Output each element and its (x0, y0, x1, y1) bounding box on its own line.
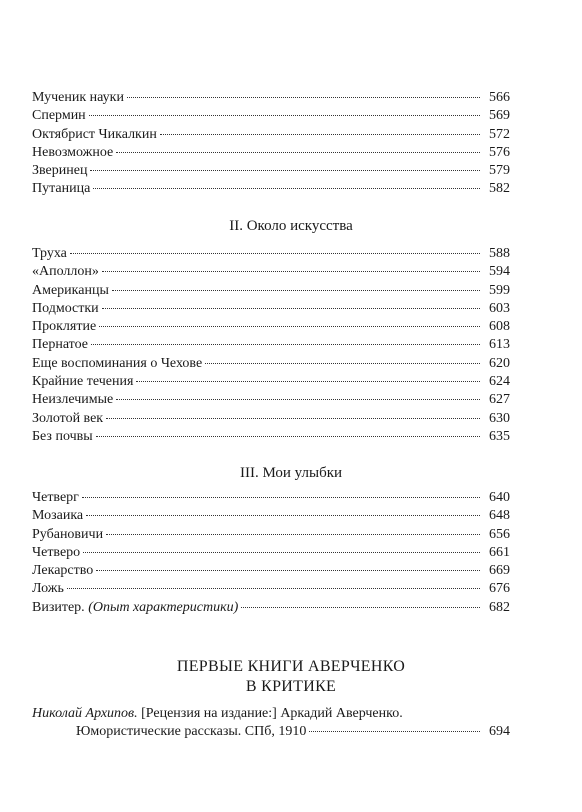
toc-entry (32, 373, 510, 391)
toc-entry-title-text: Ложь (32, 581, 64, 597)
toc-entry (32, 336, 510, 354)
critic-entry-line2 (32, 723, 510, 741)
toc-entry-title-text: Подмостки (32, 300, 99, 316)
toc-entry-page-number: 627 (489, 392, 510, 408)
dot-leader (116, 399, 480, 400)
dot-leader (102, 308, 480, 309)
critic-author: Николай Архипов. (32, 706, 138, 721)
toc-entry-title (32, 580, 64, 598)
toc-entry-title-text: Путаница (32, 181, 91, 197)
dot-leader (106, 418, 480, 419)
dot-leader (99, 326, 480, 327)
toc-entry-page-number: 648 (489, 508, 510, 524)
toc-entry-title-text: Проклятие (32, 319, 97, 335)
toc-entry-page-number: 579 (489, 163, 510, 179)
toc-entry-title (32, 355, 202, 373)
toc-entry-title-text: Еще воспоминания о Чехове (32, 355, 203, 371)
toc-entry-title (32, 599, 238, 617)
toc-entry-title (32, 180, 90, 198)
toc-entry-page-number: 620 (489, 355, 510, 371)
toc-entry-title (32, 562, 93, 580)
toc-entry (32, 263, 510, 281)
critic-entry-line1 (32, 705, 510, 723)
toc-entry-page-number: 682 (489, 599, 510, 615)
toc-entry-title (32, 263, 99, 281)
toc-entry-title-text: Крайние течения (32, 374, 134, 390)
dot-leader (82, 497, 480, 498)
toc-entry-page-number: 608 (489, 319, 510, 335)
dot-leader (102, 271, 480, 272)
toc-entry (32, 507, 510, 525)
toc-entry (32, 162, 510, 180)
toc-entry-page-number: 676 (489, 581, 510, 597)
toc-entry-page-number: 669 (489, 563, 510, 579)
toc-entry-title-text: Спермин (32, 108, 86, 124)
toc-entry (32, 355, 510, 373)
dot-leader (106, 534, 480, 535)
toc-entry (32, 562, 510, 580)
toc-entry-title-text: Октябрист Чикалкин (32, 126, 157, 142)
dot-leader (89, 115, 480, 116)
section-3-title: III. Мои улыбки (239, 465, 343, 481)
toc-entry (32, 580, 510, 598)
dot-leader (96, 436, 480, 437)
toc-entry-title (32, 489, 79, 507)
toc-entry-title-text: Неизлечимые (32, 392, 114, 408)
dot-leader (67, 588, 480, 589)
toc-entry-page-number: 566 (489, 90, 510, 105)
toc-entry-page-number: 572 (489, 126, 510, 142)
dot-leader (309, 731, 480, 732)
toc-entry (32, 391, 510, 409)
critic-entry (32, 705, 510, 741)
toc-entry-title-text: Четверо (32, 544, 81, 560)
toc-entry-page-number: 630 (489, 410, 510, 426)
toc-entry-page-number: 640 (489, 490, 510, 505)
dot-leader (91, 344, 480, 345)
toc-entry-title (32, 373, 133, 391)
toc-entry-title-text: Пернатое (32, 337, 88, 353)
toc-entry-page-number: 656 (489, 526, 510, 542)
toc-entry-title-text: Лекарство (32, 563, 94, 579)
toc-entry (32, 245, 510, 263)
toc-entry-title (32, 89, 124, 107)
toc-entry (32, 126, 510, 144)
toc-entry (32, 144, 510, 162)
toc-entry-page-number: 594 (489, 264, 510, 280)
toc-entry (32, 428, 510, 446)
dot-leader (86, 515, 480, 516)
critic-page-number: 694 (489, 724, 510, 739)
dot-leader (70, 253, 480, 254)
dot-leader (112, 290, 480, 291)
dot-leader (116, 152, 480, 153)
toc-entry-page-number: 582 (489, 181, 510, 197)
toc-entry-title-text: Без почвы (32, 428, 93, 444)
toc-entry-title-text: Зверинец (32, 163, 88, 179)
toc-entry-title (32, 162, 87, 180)
toc-entry-title-text: Четверг (32, 490, 79, 505)
dot-leader (205, 363, 480, 364)
toc-entry-page-number: 588 (489, 246, 510, 261)
toc-entry-title-text: Мозаика (32, 508, 84, 524)
toc-entry-title-text: Рубановичи (32, 526, 104, 542)
toc-entry-page-number: 613 (489, 337, 510, 353)
toc-entry-title-text: Мученик науки (32, 90, 124, 105)
toc-section-2-list (32, 245, 510, 446)
critic-text-line2: Юмористические рассказы. СПб, 1910 (76, 724, 307, 739)
toc-entry (32, 300, 510, 318)
section-2-title: II. Около искусства (229, 218, 353, 234)
dot-leader (160, 134, 480, 135)
toc-entry-page-number: 661 (489, 544, 510, 560)
toc-entry (32, 318, 510, 336)
toc-entry-page-number: 635 (489, 428, 510, 444)
critics-heading-line2: В КРИТИКЕ (245, 678, 337, 695)
toc-entry (32, 526, 510, 544)
toc-entry (32, 544, 510, 562)
toc-entry-page-number: 603 (489, 300, 510, 316)
dot-leader (90, 170, 480, 171)
toc-entry-page-number: 576 (489, 144, 510, 160)
toc-entry-page-number: 624 (489, 374, 510, 390)
toc-entry-title-text: «Аполлон» (32, 264, 99, 280)
dot-leader (127, 97, 480, 98)
toc-entry-title-text: Визитер. (32, 599, 85, 615)
toc-entry-title (32, 318, 96, 336)
toc-entry-page-number: 569 (489, 108, 510, 124)
dot-leader (93, 188, 480, 189)
toc-section-3-list (32, 489, 510, 617)
toc-section-1-list (32, 89, 510, 199)
toc-entry-title-text: Золотой век (32, 410, 104, 426)
toc-entry-title (32, 126, 157, 144)
toc-entry-title (32, 544, 80, 562)
toc-entry (32, 489, 510, 507)
toc-entry-title-text: Труха (32, 246, 67, 261)
dot-leader (83, 552, 480, 553)
toc-entry-title (32, 410, 103, 428)
toc-entry (32, 410, 510, 428)
toc-entry-title (32, 300, 99, 318)
toc-entry-title (32, 428, 93, 446)
toc-entry-title (32, 144, 113, 162)
critics-heading-line1: ПЕРВЫЕ КНИГИ АВЕРЧЕНКО (176, 658, 406, 675)
dot-leader (96, 570, 480, 571)
toc-entry-title (32, 507, 83, 525)
toc-entry (32, 282, 510, 300)
toc-entry-title (32, 107, 86, 125)
toc-entry-page-number: 599 (489, 282, 510, 298)
toc-entry (32, 180, 510, 198)
toc-entry-title (32, 391, 113, 409)
dot-leader (136, 381, 480, 382)
toc-entry-title (32, 282, 109, 300)
toc-entry-title-text: Невозможное (32, 144, 114, 160)
toc-entry-title (32, 526, 103, 544)
toc-entry-subtitle: (Опыт характеристики) (88, 599, 239, 615)
toc-entry (32, 107, 510, 125)
toc-entry (32, 599, 510, 617)
toc-entry-title (32, 245, 67, 263)
critic-text-line1: [Рецензия на издание:] Аркадий Аверченко. (137, 706, 403, 721)
dot-leader (241, 607, 480, 608)
toc-entry (32, 89, 510, 107)
toc-entry-title-text: Американцы (32, 282, 109, 298)
toc-entry-title (32, 336, 88, 354)
